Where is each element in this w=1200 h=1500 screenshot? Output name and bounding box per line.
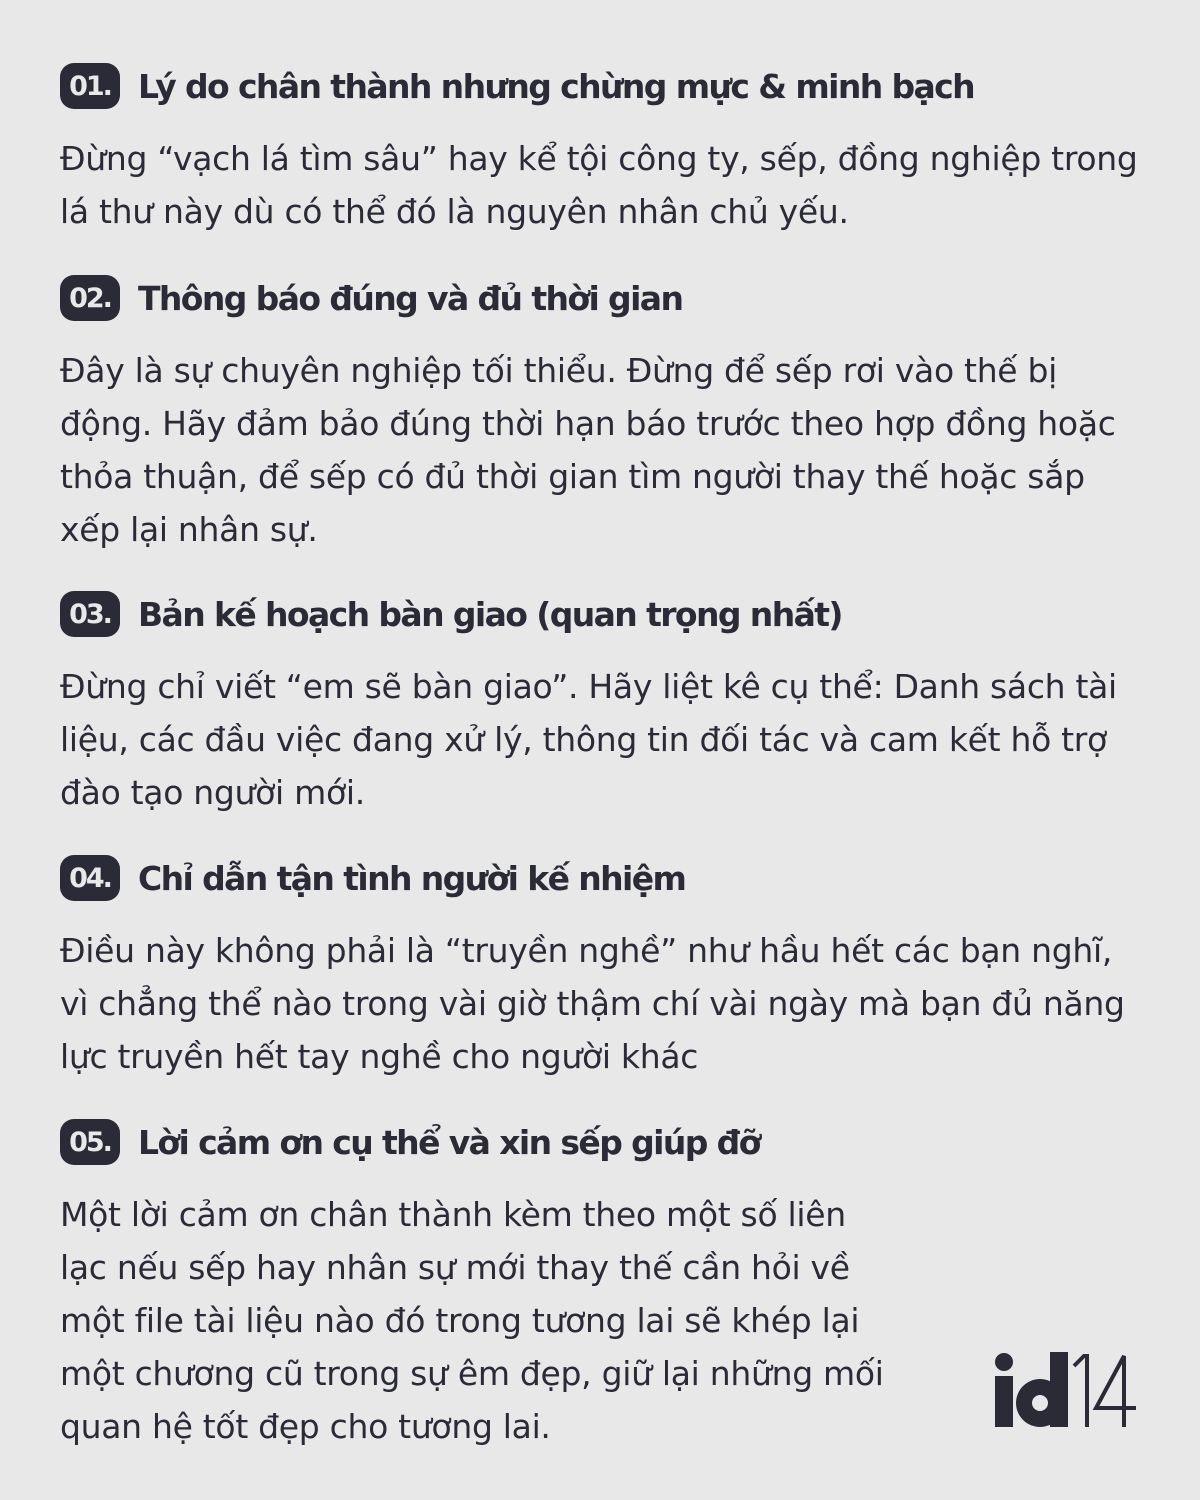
tip-section-5 [60,1114,1150,1453]
number-badge: 04. [60,855,120,901]
tip-heading [60,850,1150,906]
number-badge: 01. [60,63,120,109]
number-badge: 02. [60,275,120,321]
tip-heading [60,586,1150,642]
tip-title: Lời cảm ơn cụ thể và xin sếp giúp đỡ [138,1122,760,1162]
tip-title: Lý do chân thành nhưng chừng mực & minh bạch [138,66,975,106]
tip-title: Bản kế hoạch bàn giao (quan trọng nhất) [138,594,842,634]
tip-section-1 [60,58,1150,238]
tip-heading [60,58,1150,114]
id14-logo [990,1352,1140,1432]
tip-body: Một lời cảm ơn chân thành kèm theo một số liên lạc nếu sếp hay nhân sự mới thay thế cần hỏi về một file tài liệu nào đó trong tương lai sẽ khép lại một chương cũ trong sự êm đẹp, giữ lại những mối quan hệ tốt đẹp cho tương lai. [60,1195,884,1446]
tip-heading [60,270,1150,326]
tip-body: Đừng “vạch lá tìm sâu” hay kể tội công ty, sếp, đồng nghiệp trong lá thư này dù có thể đó là nguyên nhân chủ yếu. [60,139,1138,231]
tip-title: Chỉ dẫn tận tình người kế nhiệm [138,858,686,898]
tip-section-2 [60,270,1150,556]
tip-body: Đừng chỉ viết “em sẽ bàn giao”. Hãy liệt kê cụ thể: Danh sách tài liệu, các đầu việc đang xử lý, thông tin đối tác và cam kết hỗ trợ đào tạo người mới. [60,667,1117,812]
tip-section-3 [60,586,1150,819]
tip-title: Thông báo đúng và đủ thời gian [138,278,683,318]
tip-body: Điều này không phải là “truyền nghề” như hầu hết các bạn nghĩ, vì chẳng thể nào trong vài giờ thậm chí vài ngày mà bạn đủ năng lực truyền hết tay nghề cho người khác [60,931,1125,1076]
tip-heading [60,1114,1150,1170]
number-badge: 05. [60,1119,120,1165]
number-badge: 03. [60,591,120,637]
tip-body: Đây là sự chuyên nghiệp tối thiểu. Đừng để sếp rơi vào thế bị động. Hãy đảm bảo đúng thời hạn báo trước theo hợp đồng hoặc thỏa thuận, để sếp có đủ thời gian tìm người thay thế hoặc sắp xếp lại nhân sự. [60,351,1116,549]
tip-section-4 [60,850,1150,1083]
